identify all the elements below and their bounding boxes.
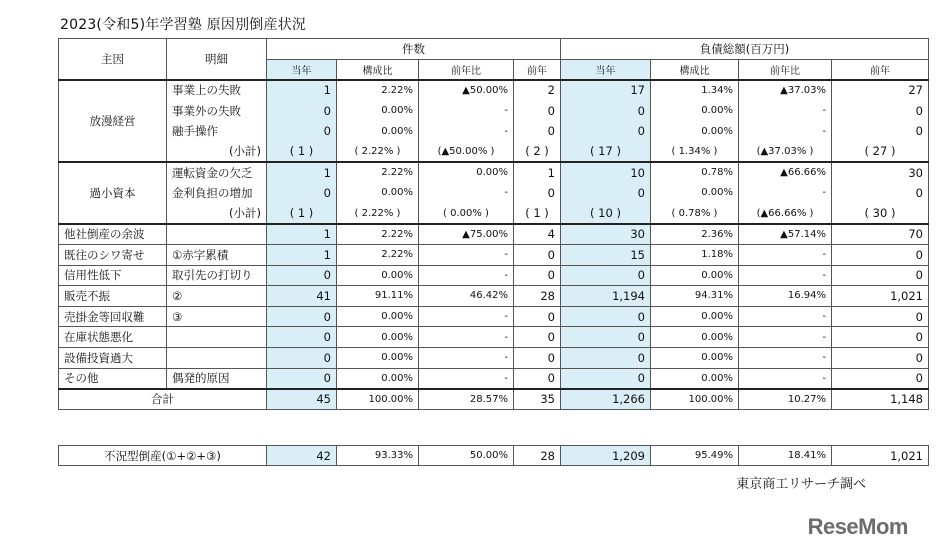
table-cell: 10.27% bbox=[739, 389, 832, 410]
table-cell: 2.22% bbox=[337, 224, 419, 245]
header-cause: 主因 bbox=[59, 39, 167, 80]
row-cause: 過小資本 bbox=[59, 162, 167, 224]
table-cell: 0 bbox=[514, 347, 561, 368]
table-cell: ▲75.00% bbox=[419, 224, 514, 245]
table-cell: 16.94% bbox=[739, 286, 832, 307]
table-cell: 0 bbox=[561, 265, 651, 286]
table-row bbox=[59, 265, 929, 286]
table-cell: 0 bbox=[514, 327, 561, 348]
header-col: 構成比 bbox=[337, 59, 419, 80]
recession-row bbox=[59, 446, 929, 466]
row-detail bbox=[167, 224, 267, 245]
table-cell: 28 bbox=[514, 286, 561, 307]
table-cell: 1.34% bbox=[651, 80, 739, 101]
recession-cell: 28 bbox=[514, 446, 561, 466]
table-cell: 0 bbox=[267, 347, 337, 368]
table-cell: 94.31% bbox=[651, 286, 739, 307]
table-cell: 0 bbox=[561, 327, 651, 348]
header-col: 当年 bbox=[267, 59, 337, 80]
table-row bbox=[59, 389, 929, 410]
table-cell: 0 bbox=[561, 368, 651, 389]
table-row bbox=[59, 286, 929, 307]
header-col: 構成比 bbox=[651, 59, 739, 80]
table-cell: 2.22% bbox=[337, 80, 419, 101]
row-detail: 事業上の失敗 bbox=[167, 80, 267, 101]
table-cell: 1,148 bbox=[832, 389, 929, 410]
table-cell: - bbox=[739, 244, 832, 265]
table-cell: 0.78% bbox=[651, 162, 739, 183]
row-detail: 融手操作 bbox=[167, 121, 267, 142]
table-cell: 0 bbox=[514, 244, 561, 265]
table-cell: 0.00% bbox=[337, 306, 419, 327]
table-cell: 46.42% bbox=[419, 286, 514, 307]
table-cell: ▲37.03% bbox=[739, 80, 832, 101]
row-detail: 偶発的原因 bbox=[167, 368, 267, 389]
table-cell: 45 bbox=[267, 389, 337, 410]
table-cell: 0 bbox=[267, 121, 337, 142]
table-cell: 0 bbox=[832, 100, 929, 121]
table-cell: - bbox=[739, 306, 832, 327]
table-cell: 0 bbox=[832, 265, 929, 286]
table-cell: - bbox=[419, 121, 514, 142]
table-cell: - bbox=[419, 265, 514, 286]
row-cause: 販売不振 bbox=[59, 286, 167, 307]
recession-cell: 1,021 bbox=[832, 446, 929, 466]
table-cell: 2.36% bbox=[651, 224, 739, 245]
table-cell: 0 bbox=[832, 368, 929, 389]
table-cell: 1 bbox=[267, 80, 337, 101]
table-cell: ( 1 ) bbox=[514, 203, 561, 224]
table-cell: - bbox=[739, 100, 832, 121]
table-cell: - bbox=[419, 100, 514, 121]
table-cell: - bbox=[739, 183, 832, 204]
row-detail: 事業外の失敗 bbox=[167, 100, 267, 121]
table-cell: ( 2 ) bbox=[514, 141, 561, 162]
table-cell: 0 bbox=[267, 368, 337, 389]
table-cell: 0.00% bbox=[651, 327, 739, 348]
table-row bbox=[59, 80, 929, 101]
table-cell: - bbox=[419, 183, 514, 204]
table-cell: 91.11% bbox=[337, 286, 419, 307]
table-cell: 0 bbox=[832, 306, 929, 327]
table-row bbox=[59, 244, 929, 265]
table-cell: 28.57% bbox=[419, 389, 514, 410]
table-cell: 0 bbox=[514, 183, 561, 204]
table-row bbox=[59, 100, 929, 121]
table-cell: 0 bbox=[514, 368, 561, 389]
row-detail: 金利負担の増加 bbox=[167, 183, 267, 204]
table-cell: 1,266 bbox=[561, 389, 651, 410]
recession-cell: 18.41% bbox=[739, 446, 832, 466]
table-cell: 0 bbox=[514, 265, 561, 286]
table-cell: 27 bbox=[832, 80, 929, 101]
table-cell: 1 bbox=[267, 162, 337, 183]
table-cell: 0 bbox=[561, 121, 651, 142]
table-cell: ( 27 ) bbox=[832, 141, 929, 162]
table-cell: - bbox=[419, 244, 514, 265]
table-cell: 0 bbox=[267, 100, 337, 121]
table-cell: - bbox=[419, 368, 514, 389]
table-cell: ▲66.66% bbox=[739, 162, 832, 183]
row-cause: 放漫経営 bbox=[59, 80, 167, 162]
table-cell: 35 bbox=[514, 389, 561, 410]
table-cell: 0 bbox=[561, 100, 651, 121]
table-cell: 0.00% bbox=[337, 183, 419, 204]
header-debt-group: 負債総額(百万円) bbox=[561, 39, 929, 60]
table-cell: 2.22% bbox=[337, 162, 419, 183]
recession-cell: 42 bbox=[267, 446, 337, 466]
table-cell: 1,194 bbox=[561, 286, 651, 307]
table-cell: 0.00% bbox=[651, 121, 739, 142]
recession-cell: 93.33% bbox=[337, 446, 419, 466]
table-cell: 0 bbox=[514, 121, 561, 142]
table-cell: 0 bbox=[832, 347, 929, 368]
table-cell: 0.00% bbox=[337, 327, 419, 348]
table-cell: - bbox=[419, 306, 514, 327]
header-col: 前年比 bbox=[419, 59, 514, 80]
table-cell: 0 bbox=[514, 306, 561, 327]
row-detail: ② bbox=[167, 286, 267, 307]
table-cell: ( 0.78% ) bbox=[651, 203, 739, 224]
table-row bbox=[59, 368, 929, 389]
table-cell: ( 2.22% ) bbox=[337, 203, 419, 224]
table-row bbox=[59, 183, 929, 204]
table-cell: 0.00% bbox=[337, 368, 419, 389]
table-cell: 1 bbox=[267, 244, 337, 265]
table-cell: ( 17 ) bbox=[561, 141, 651, 162]
row-detail: 運転資金の欠乏 bbox=[167, 162, 267, 183]
table-cell: ( 1.34% ) bbox=[651, 141, 739, 162]
table-cell: 30 bbox=[832, 162, 929, 183]
table-cell: 0 bbox=[267, 183, 337, 204]
table-cell: 0.00% bbox=[651, 100, 739, 121]
table-cell: 100.00% bbox=[337, 389, 419, 410]
table-cell: (▲37.03% ) bbox=[739, 141, 832, 162]
row-cause: 信用性低下 bbox=[59, 265, 167, 286]
table-cell: 0 bbox=[832, 327, 929, 348]
header-detail: 明細 bbox=[167, 39, 267, 80]
resemom-logo: ReseMom bbox=[807, 514, 908, 539]
table-cell: 1,021 bbox=[832, 286, 929, 307]
table-cell: 0 bbox=[267, 265, 337, 286]
table-cell: 1 bbox=[267, 224, 337, 245]
table-cell: ( 0.00% ) bbox=[419, 203, 514, 224]
table-row bbox=[59, 162, 929, 183]
table-cell: (▲50.00% ) bbox=[419, 141, 514, 162]
table-cell: - bbox=[739, 368, 832, 389]
table-cell: 0 bbox=[561, 306, 651, 327]
table-cell: 0 bbox=[267, 306, 337, 327]
row-detail: 取引先の打切り bbox=[167, 265, 267, 286]
table-row bbox=[59, 306, 929, 327]
table-cell: 0 bbox=[832, 183, 929, 204]
table-row bbox=[59, 347, 929, 368]
table-cell: 4 bbox=[514, 224, 561, 245]
table-cell: 0.00% bbox=[651, 306, 739, 327]
table-cell: 0 bbox=[561, 183, 651, 204]
table-cell: - bbox=[419, 347, 514, 368]
table-cell: - bbox=[739, 265, 832, 286]
row-detail: ③ bbox=[167, 306, 267, 327]
table-cell: - bbox=[739, 327, 832, 348]
header-col: 前年 bbox=[514, 59, 561, 80]
table-cell: 0.00% bbox=[419, 162, 514, 183]
table-cell: 0.00% bbox=[337, 121, 419, 142]
table-cell: 2 bbox=[514, 80, 561, 101]
table-cell: ( 2.22% ) bbox=[337, 141, 419, 162]
header-row bbox=[59, 39, 929, 60]
table-row bbox=[59, 203, 929, 224]
table-cell: 0.00% bbox=[651, 265, 739, 286]
table-cell: 2.22% bbox=[337, 244, 419, 265]
table-cell: 0 bbox=[561, 347, 651, 368]
table-cell: 0.00% bbox=[337, 265, 419, 286]
table-cell: 100.00% bbox=[651, 389, 739, 410]
row-cause: 合計 bbox=[59, 389, 267, 410]
table-row bbox=[59, 121, 929, 142]
table-cell: ▲57.14% bbox=[739, 224, 832, 245]
bankruptcy-cause-table bbox=[58, 38, 929, 410]
table-cell: ( 1 ) bbox=[267, 141, 337, 162]
row-cause: 設備投資過大 bbox=[59, 347, 167, 368]
table-row bbox=[59, 224, 929, 245]
row-detail: ①赤字累積 bbox=[167, 244, 267, 265]
table-cell: ▲50.00% bbox=[419, 80, 514, 101]
recession-cell: 95.49% bbox=[651, 446, 739, 466]
table-cell: - bbox=[419, 327, 514, 348]
table-cell: 0 bbox=[832, 244, 929, 265]
row-cause: その他 bbox=[59, 368, 167, 389]
row-cause: 売掛金等回収難 bbox=[59, 306, 167, 327]
header-col: 前年 bbox=[832, 59, 929, 80]
table-cell: 0 bbox=[267, 327, 337, 348]
table-cell: - bbox=[739, 121, 832, 142]
recession-row-table bbox=[58, 445, 929, 466]
table-cell: (▲66.66% ) bbox=[739, 203, 832, 224]
row-cause: 在庫状態悪化 bbox=[59, 327, 167, 348]
source-note: 東京商工リサーチ調べ bbox=[736, 477, 866, 492]
table-cell: ( 30 ) bbox=[832, 203, 929, 224]
table-cell: 0.00% bbox=[651, 368, 739, 389]
header-col: 当年 bbox=[561, 59, 651, 80]
table-cell: ( 10 ) bbox=[561, 203, 651, 224]
table-cell: 41 bbox=[267, 286, 337, 307]
table-title: 2023(令和5)年学習塾 原因別倒産状況 bbox=[60, 17, 307, 33]
recession-cell: 1,209 bbox=[561, 446, 651, 466]
table-cell: 0.00% bbox=[651, 347, 739, 368]
subtotal-label: (小計) bbox=[167, 203, 267, 224]
recession-cell: 50.00% bbox=[419, 446, 514, 466]
row-cause: 既往のシワ寄せ bbox=[59, 244, 167, 265]
table-cell: 30 bbox=[561, 224, 651, 245]
table-cell: 70 bbox=[832, 224, 929, 245]
subtotal-label: (小計) bbox=[167, 141, 267, 162]
table-cell: 0.00% bbox=[337, 347, 419, 368]
header-col: 前年比 bbox=[739, 59, 832, 80]
table-cell: 1 bbox=[514, 162, 561, 183]
recession-label: 不況型倒産(①+②+③) bbox=[59, 446, 267, 466]
row-cause: 他社倒産の余波 bbox=[59, 224, 167, 245]
row-detail bbox=[167, 327, 267, 348]
table-cell: 0 bbox=[832, 121, 929, 142]
table-row bbox=[59, 327, 929, 348]
table-cell: 15 bbox=[561, 244, 651, 265]
table-row bbox=[59, 141, 929, 162]
table-cell: - bbox=[739, 347, 832, 368]
table-cell: 17 bbox=[561, 80, 651, 101]
table-cell: 0.00% bbox=[337, 100, 419, 121]
table-cell: ( 1 ) bbox=[267, 203, 337, 224]
header-count-group: 件数 bbox=[267, 39, 561, 60]
row-detail bbox=[167, 347, 267, 368]
table-cell: 0 bbox=[514, 100, 561, 121]
table-cell: 1.18% bbox=[651, 244, 739, 265]
table-cell: 10 bbox=[561, 162, 651, 183]
table-cell: 0.00% bbox=[651, 183, 739, 204]
